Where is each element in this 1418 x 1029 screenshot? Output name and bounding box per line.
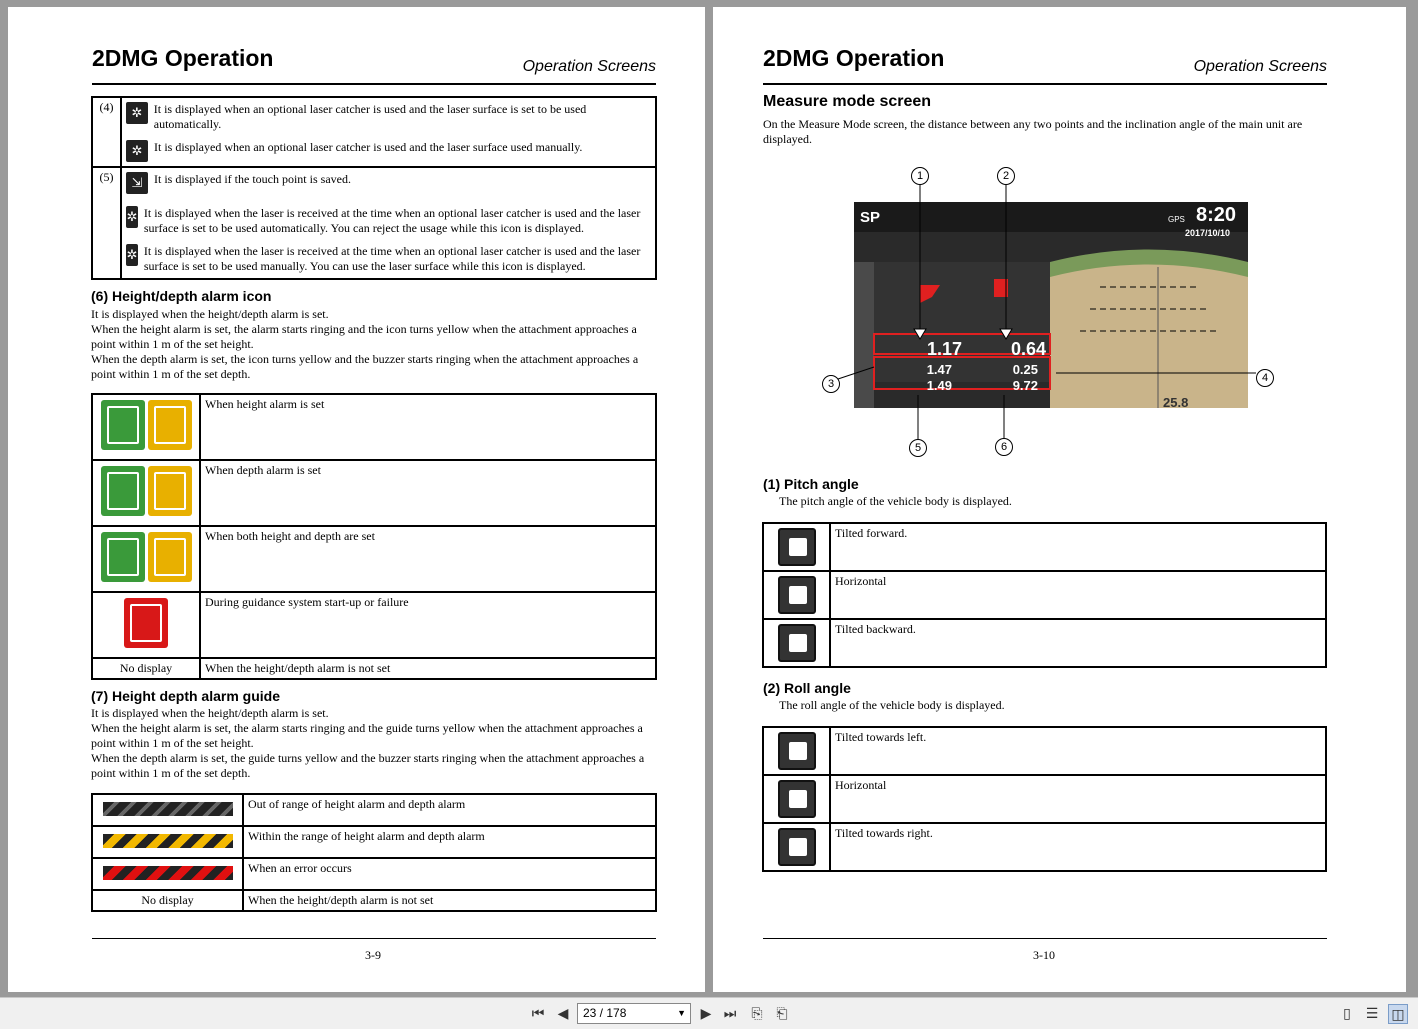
- alarm-guide-table: [91, 793, 657, 912]
- table-cell: When both height and depth are set: [200, 526, 656, 592]
- guide-stripe-red: [103, 866, 233, 880]
- subsection-text: The pitch angle of the vehicle body is displayed.: [779, 494, 1012, 508]
- icon-cell: [92, 592, 200, 658]
- icon-cell: [763, 823, 830, 871]
- list-item: [126, 140, 651, 162]
- angle-value-2: 9.72: [1012, 378, 1038, 393]
- laser-received-auto-icon: ✲: [126, 206, 138, 228]
- callout-6: 6: [995, 438, 1013, 456]
- list-item: [126, 172, 651, 194]
- screen-diagram: [808, 157, 1278, 457]
- paragraph: It is displayed when the height/depth alarm is set.: [91, 307, 329, 321]
- paragraph: It is displayed when the height/depth alarm is set.: [91, 706, 329, 720]
- page-number: 3-10: [1033, 948, 1055, 962]
- label-cell: No display: [92, 890, 243, 911]
- table-cell: During guidance system start-up or failure: [200, 592, 656, 658]
- section-text: [91, 706, 657, 781]
- roll-value: 0.64: [1010, 339, 1046, 359]
- item-text: It is displayed if the touch point is saved.: [154, 172, 351, 186]
- table-cell: When depth alarm is set: [200, 460, 656, 526]
- last-page-icon[interactable]: ⏭: [723, 1006, 737, 1022]
- viewer-toolbar: [0, 997, 1418, 1029]
- table-cell: Horizontal: [830, 571, 1326, 619]
- pitch-table: [762, 522, 1327, 668]
- distance-value-2: 1.49: [926, 378, 952, 393]
- height-alarm-yellow-icon: [148, 400, 192, 450]
- header-subtitle: Operation Screens: [1193, 58, 1327, 75]
- icon-cell: [92, 526, 200, 592]
- pitch-value: 1.17: [926, 339, 962, 359]
- angle-value-1: 0.25: [1012, 362, 1038, 377]
- roll-horizontal-icon: [778, 780, 816, 818]
- table-cell: When the height/depth alarm is not set: [200, 658, 656, 679]
- both-alarm-green-icon: [101, 532, 145, 582]
- page-header: [763, 45, 1327, 85]
- page-number: 3-9: [365, 948, 381, 962]
- two-page-view-icon[interactable]: ◫: [1388, 1004, 1408, 1024]
- table-cell: Horizontal: [830, 775, 1326, 823]
- list-item: [126, 244, 651, 274]
- header-subtitle: Operation Screens: [522, 58, 656, 75]
- table-cell: When the height/depth alarm is not set: [243, 890, 656, 911]
- table-cell: Within the range of height alarm and depth alarm: [243, 826, 656, 858]
- item-text: It is displayed when an optional laser catcher is used and the laser surface is set to be used automatically.: [153, 102, 587, 131]
- list-item: [126, 102, 651, 132]
- table-cell: When an error occurs: [243, 858, 656, 890]
- laser-icon-table: [91, 96, 657, 280]
- page-field-value: 23 / 178: [583, 1006, 627, 1020]
- table-cell: Tilted towards left.: [830, 727, 1326, 775]
- continuous-view-icon[interactable]: ☰: [1365, 1006, 1379, 1022]
- pitch-forward-icon: [778, 528, 816, 566]
- icon-cell: [763, 571, 830, 619]
- header-title: 2DMG Operation: [92, 45, 274, 71]
- sp-label: SP: [860, 209, 881, 226]
- callout-2: 2: [997, 167, 1015, 185]
- paragraph: When the height alarm is set, the alarm starts ringing and the guide turns yellow when the attachment approaches a point within 1 m of the set height.: [91, 721, 643, 750]
- depth-alarm-green-icon: [101, 466, 145, 516]
- icon-cell: [763, 619, 830, 667]
- alarm-failure-icon: [124, 598, 168, 648]
- pitch-backward-icon: [778, 624, 816, 662]
- label-cell: No display: [92, 658, 200, 679]
- paragraph: When the height alarm is set, the alarm starts ringing and the icon turns yellow when the attachment approaches a point within 1 m of the set height.: [91, 322, 637, 351]
- table-cell: Tilted towards right.: [830, 823, 1326, 871]
- icon-cell: [763, 523, 830, 571]
- icon-cell: [92, 394, 200, 460]
- footer-rule: [763, 938, 1327, 939]
- table-cell: [121, 97, 656, 167]
- icon-cell: [763, 775, 830, 823]
- section-title: Measure mode screen: [763, 93, 932, 110]
- depth-value: 25.8: [1163, 395, 1189, 410]
- item-text: It is displayed when an optional laser catcher is used and the laser surface used manually.: [154, 140, 583, 154]
- callout-3: 3: [822, 375, 840, 393]
- page-header: [92, 45, 656, 85]
- previous-page-icon[interactable]: ◀: [557, 1006, 569, 1022]
- chevron-down-icon: ▼: [677, 1008, 686, 1018]
- next-page-icon[interactable]: ▶: [700, 1006, 712, 1022]
- icon-cell: [92, 460, 200, 526]
- list-item: [126, 206, 651, 236]
- first-page-icon[interactable]: ⏮: [531, 1006, 545, 1022]
- roll-table: [762, 726, 1327, 872]
- subsection-text: The roll angle of the vehicle body is displayed.: [779, 698, 1005, 712]
- single-page-view-icon[interactable]: ▯: [1343, 1006, 1351, 1022]
- subsection-title: (1) Pitch angle: [763, 476, 859, 492]
- table-cell: [121, 167, 656, 279]
- clock-time: 8:20: [1196, 204, 1237, 226]
- right-page: [713, 7, 1406, 992]
- stripe-cell: [92, 858, 243, 890]
- roll-right-icon: [778, 828, 816, 866]
- roll-left-icon: [778, 732, 816, 770]
- callout-1: 1: [911, 167, 929, 185]
- guide-stripe-yellow: [103, 834, 233, 848]
- row-number: (5): [92, 167, 121, 279]
- laser-received-manual-icon: ✲: [126, 244, 138, 266]
- callout-5: 5: [909, 439, 927, 457]
- go-forward-icon[interactable]: ⎗: [776, 1006, 788, 1022]
- row-number: (4): [92, 97, 121, 167]
- item-text: It is displayed when the laser is received at the time when an optional laser catcher is used and the laser surface is set to be used manually. You can use the laser surface while this icon is displayed.: [143, 244, 641, 273]
- gps-label: GPS: [1168, 215, 1185, 224]
- callout-4: 4: [1256, 369, 1274, 387]
- icon-cell: [763, 727, 830, 775]
- laser-auto-icon: ✲: [126, 102, 148, 124]
- section-text: [91, 307, 657, 382]
- table-cell: Tilted backward.: [830, 619, 1326, 667]
- table-cell: Out of range of height alarm and depth alarm: [243, 794, 656, 826]
- distance-value-1: 1.47: [926, 362, 952, 377]
- measure-screen-figure: [808, 157, 1278, 457]
- touch-point-icon: ⇲: [126, 172, 148, 194]
- stripe-cell: [92, 794, 243, 826]
- header-title: 2DMG Operation: [763, 45, 945, 71]
- stripe-cell: [92, 826, 243, 858]
- depth-alarm-yellow-icon: [148, 466, 192, 516]
- table-cell: Tilted forward.: [830, 523, 1326, 571]
- guide-stripe-black: [103, 802, 233, 816]
- item-text: It is displayed when the laser is received at the time when an optional laser catcher is used and the laser surface is set to be used automatically. You can reject the usage while this icon is displayed.: [143, 206, 641, 235]
- height-alarm-green-icon: [101, 400, 145, 450]
- go-back-icon[interactable]: ⎘: [751, 1006, 763, 1022]
- footer-rule: [92, 938, 656, 939]
- clock-date: 2017/10/10: [1185, 228, 1231, 238]
- section-title: (7) Height depth alarm guide: [91, 688, 281, 704]
- intro-text: On the Measure Mode screen, the distance between any two points and the inclination angle of the main unit are displayed.: [763, 117, 1303, 146]
- section-title: (6) Height/depth alarm icon: [91, 288, 272, 304]
- both-alarm-yellow-icon: [148, 532, 192, 582]
- laser-manual-icon: ✲: [126, 140, 148, 162]
- page-selector[interactable]: [577, 1003, 691, 1024]
- paragraph: When the depth alarm is set, the guide turns yellow and the buzzer starts ringing when the attachment approaches a point within 1 m of the set depth.: [91, 751, 645, 780]
- alarm-icon-table: [91, 393, 657, 680]
- pitch-horizontal-icon: [778, 576, 816, 614]
- paragraph: When the depth alarm is set, the icon turns yellow and the buzzer starts ringing when the attachment approaches a point within 1 m of the set depth.: [91, 352, 639, 381]
- left-page: [8, 7, 705, 992]
- subsection-title: (2) Roll angle: [763, 680, 851, 696]
- table-cell: When height alarm is set: [200, 394, 656, 460]
